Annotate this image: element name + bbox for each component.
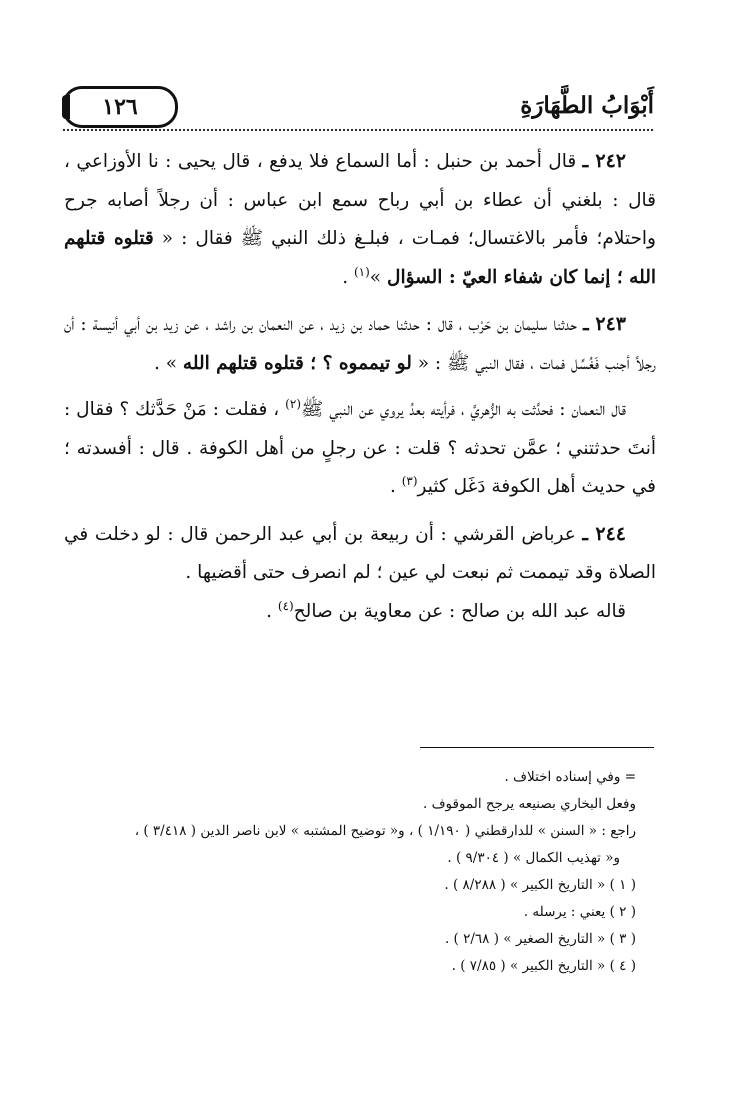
footnote-4: ( ٤ ) « التاريخ الكبير » ( ٧/٨٥ ) . (451, 958, 636, 974)
hadith-tail: » . (153, 352, 183, 374)
hadith-text: قال أحمد بن حنبل : أما السماع فلا يدفع ، قال يحيى : نا الأوزاعي ، قال : بلغني أن عطاء بن أبي رباح سمع ابن عباس : أن رجلاً أصابه جرح واحتلام؛ فأمر بالاغتسال؛ فمـات ، فبلـغ ذلك النبي ﷺ فقال : « (64, 151, 656, 249)
hadith-text: عرباض القرشي : أن ربيعة بن أبي عبد الرحمن قال : لو دخلت في الصلاة وقد تيممت ثم نبعت لي عين ؛ لم انصرف حتى أقضيها . (64, 523, 656, 583)
header-divider (62, 128, 654, 132)
footnote-line: وفعل البخاري بصنيعه يرجح الموقوف . (422, 796, 636, 812)
footnote-3: ( ٣ ) « التاريخ الصغير » ( ٢/٦٨ ) . (444, 931, 636, 947)
commentary-text: قاله عبد الله بن صالح : عن معاوية بن صالح (293, 600, 626, 622)
commentary-tail: . (266, 600, 278, 622)
hadith-244-commentary (64, 593, 656, 632)
hadith-number: ٢٤٤ ـ (582, 522, 626, 545)
quote-close: » (369, 266, 387, 288)
footnote-line: راجع : « السنن » للدارقطني ( ١/١٩٠ ) ، و« توضيح المشتبه » لابن ناصر الدين ( ٣/٤١٨ ) ، (134, 823, 636, 839)
commentary-text-2: ، فقلت : مَنْ حَدَّثك ؟ فقال : أنتَ حدثتني ؛ عمَّن تحدثه ؟ قلت : عن رجلٍ من أهل الكوفة . قال : أفسدته ؛ في حديث أهل الكوفة دَغَل كثير (64, 399, 656, 497)
page-number-badge (62, 86, 178, 128)
hadith-text: حدثنا سليمان بن حَرْب ، قال : حدثنا حماد بن زيد ، عن النعمان بن راشد ، عن زيد بن أبي أنيسة : أن رجلاً أجنب فَغُسِّل فمات ، فقال النبي ﷺ : « (64, 314, 656, 374)
commentary-text: قال النعمان : فحدَّثت به الزُّهريَّ ، فرأيته بعدُ يروي عن النبي ﷺ (301, 399, 626, 420)
hadith-244 (64, 515, 656, 593)
hadith-number: ٢٤٢ ـ (582, 150, 626, 172)
footnote-separator (420, 747, 654, 748)
hadith-243-commentary (64, 391, 656, 507)
footnote-2: ( ٢ ) يعني : يرسله . (523, 904, 636, 920)
footnote-ref: (٣) (401, 473, 418, 488)
footnote-ref: (٤) (277, 598, 294, 613)
footnote-continuation: = وفي إسناده اختلاف . (504, 769, 636, 785)
prophetic-quote: لو تيمموه ؟ ؛ قتلوه قتلهم الله (182, 352, 412, 374)
footnote-line: و« تهذيب الكمال » ( ٩/٣٠٤ ) . (447, 850, 620, 866)
hadith-tail: . (342, 266, 354, 288)
main-text (64, 142, 656, 639)
page-number: ١٢٦ (102, 94, 138, 120)
footnote-ref: (٢) (285, 396, 301, 411)
page-header (62, 86, 654, 132)
footnote-ref: (١) (353, 264, 370, 279)
running-title: أَبْوَابُ الطَّهَارَةِ (520, 92, 654, 119)
hadith-242 (64, 142, 656, 297)
footnote-1: ( ١ ) « التاريخ الكبير » ( ٨/٢٨٨ ) . (444, 877, 636, 893)
prophetic-quote: قتلوه قتلهم الله ؛ إنما كان شفاء العيّ : السؤال (64, 228, 656, 288)
commentary-tail: . (389, 476, 402, 497)
hadith-243 (64, 305, 656, 383)
footnotes (64, 764, 656, 980)
hadith-number: ٢٤٣ ـ (583, 313, 626, 335)
